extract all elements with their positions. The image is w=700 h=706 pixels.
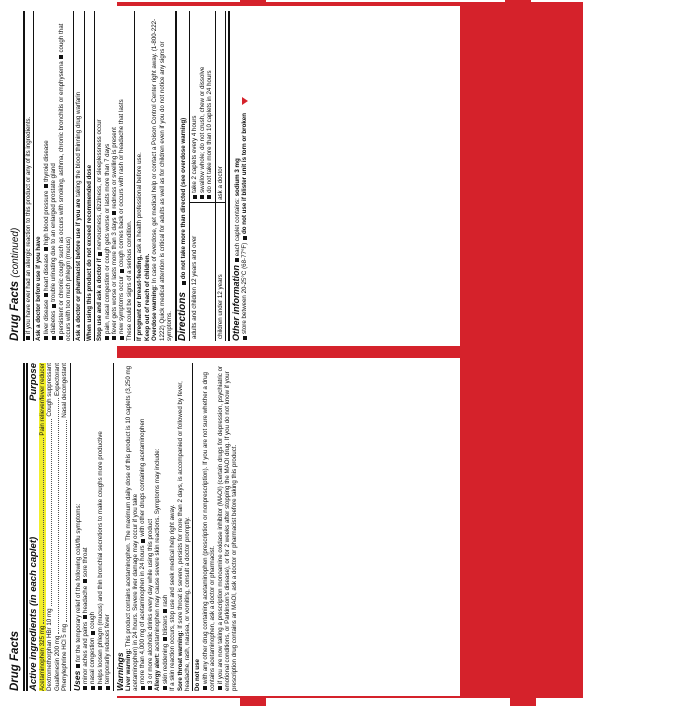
drug-facts-panel-1 <box>6 358 460 696</box>
ingredient-name: Dextromethorphan HBr 10 mg <box>46 608 54 691</box>
pregnancy-text: ask a health professional before use. <box>136 152 144 254</box>
active-ingredients-heading: Active ingredients (in each caplet) <box>28 536 39 691</box>
ingredient-row <box>39 363 46 691</box>
uses-line: helps loosen phlegm (mucus) and thin bronchial secretions to make coughs more productive <box>96 431 104 684</box>
warning-bullet: with other drugs containing acetaminophen <box>139 418 147 537</box>
stop-bullet: nervousness, dizziness, or sleeplessness occur <box>96 119 104 250</box>
condition: trouble urinating due to an enlarged prostate gland <box>50 163 58 302</box>
warnings-heading: Warnings <box>114 652 125 691</box>
liver-warning-text: This product contains acetaminophen. The maximum daily dose of this product is 10 caplets (3,250 mg acetaminophen) in 24 hours. Severe liver damage may occur if you take <box>124 365 140 691</box>
continued-label: (continued) <box>10 227 21 278</box>
directions-heading: Directions <box>177 292 189 341</box>
allergy-symptom: rash <box>161 594 169 607</box>
stop-bullet: fever gets worse or lasts more than 3 days <box>111 217 119 334</box>
triangle-marker-icon <box>242 97 248 105</box>
table-row <box>215 11 225 341</box>
liver-warning-label: Liver warning: <box>124 648 132 691</box>
symptom: headache <box>82 585 90 613</box>
other-info-heading: Other information <box>230 265 241 341</box>
overdose-label: Overdose warning: <box>151 284 159 341</box>
allergy-alert-text: acetaminophen may cause severe skin reactions. Symptoms may include: <box>154 448 162 652</box>
condition: liver disease <box>42 299 50 334</box>
dosing-bullet: swallow whole; do not crush, chew or dissolve <box>198 66 206 193</box>
dosing-cell <box>190 11 215 202</box>
warning-bullet: 3 or more alcoholic drinks every day while using this product <box>146 518 154 684</box>
ingredient-purpose: Nasal decongestant <box>61 363 69 418</box>
condition: thyroid disease <box>42 140 50 182</box>
stop-bullet: cough comes back or occurs with rash or headache that lasts <box>118 99 126 268</box>
allergic-line: if you have ever had an allergic reaction to this product or any of its ingredients. <box>25 116 32 334</box>
ingredient-purpose: Cough suppressant <box>46 363 54 417</box>
stop-bullet: pain, nasal congestion or cough gets worse or lasts more than 7 days <box>103 143 111 334</box>
frame-tab <box>505 0 531 10</box>
symptom: cough <box>89 611 97 629</box>
warning-bullet: more than 4,000 mg of acetaminophen in 24 hours <box>139 545 147 684</box>
sore-throat-label: Sore throat warning: <box>176 630 184 691</box>
panel-title: Drug Facts <box>9 363 25 691</box>
stop-bullet: redness or swelling is present <box>111 127 119 209</box>
other-info-bullet: each caplet contains: <box>233 198 241 257</box>
directions-header <box>175 11 190 341</box>
stop-after: These could be signs of a serious condition. <box>125 220 133 341</box>
table-row <box>190 11 215 341</box>
age-group: children under 12 years <box>215 202 225 341</box>
uses-heading: Uses <box>71 670 82 691</box>
other-information-section <box>228 11 249 341</box>
symptom: minor aches and pains <box>82 621 90 684</box>
drug-facts-panel-2 <box>6 6 460 346</box>
do-not-use-heading: Do not use <box>194 659 202 691</box>
dosing-bullet: take 2 caplets every 4 hours <box>191 115 199 193</box>
keep-out-of-reach: Keep out of reach of children. <box>143 253 151 341</box>
ingredient-row <box>54 363 61 691</box>
warfarin-label: Ask a doctor or pharmacist before use if you are <box>75 198 83 341</box>
purpose-heading: Purpose <box>28 363 39 402</box>
directions-table <box>190 11 226 341</box>
warnings-section <box>113 363 239 691</box>
allergy-alert-label: Allergy alert: <box>154 653 162 691</box>
condition: heart disease <box>42 253 50 291</box>
sore-throat-text: If sore throat is severe, persists for more than 2 days, is accompanied or followed by fever, headache, rash, nausea, or vomiting, consult a doctor promptly. <box>176 381 191 691</box>
panel-title-text: Drug Facts <box>9 280 21 341</box>
active-ingredients-header <box>26 363 39 691</box>
panel-title <box>9 11 25 341</box>
do-not-use-bullet: with any other drug containing acetaminophen (prescription or nonprescription). If you are not sure whether a drug contains acetaminophen, ask a doctor or pharmacist. <box>201 372 217 691</box>
condition: diabetes <box>50 310 58 334</box>
ask-doctor-heading: Ask a doctor before use if you have <box>35 236 43 341</box>
do-not-use-bullet: if you are now taking a prescription monoamine oxidase inhibitor (MAOI) (certain drugs for depression, psychiatric or emotional conditions, or Parkinson's disease), or for 2 weeks after stopping the MAOI drug. If you do not know if your prescription drug contains an MAOI, ask a doctor or pharmacist before taking this product. <box>216 365 239 691</box>
warfarin-text: taking the blood thinning drug warfarin <box>75 91 83 197</box>
ingredient-name: Guaifenesin 200 mg <box>53 635 61 691</box>
dosing-cell: ask a doctor <box>215 11 225 202</box>
stop-bullet: new symptoms occur <box>118 275 126 334</box>
other-info-bullet: do not use if blister unit is torn or broken <box>241 112 249 234</box>
ingredient-purpose: Pain reliever/fever reducer <box>39 363 46 436</box>
ingredient-row <box>61 363 68 691</box>
frame-tab <box>510 690 536 706</box>
uses-intro: for the temporary relief of the following cold/flu symptoms: <box>74 503 82 662</box>
allergy-after: If a skin reaction occurs, stop use and seek medical help right away. <box>169 504 177 691</box>
symptom: nasal congestion <box>89 637 97 684</box>
pregnancy-label: If pregnant or breast-feeding, <box>136 255 144 341</box>
other-info-bullet: store between 20-25°C (68-77°F) <box>241 242 249 334</box>
condition: cough that occurs with too much phlegm (mucus) <box>57 23 73 341</box>
uses-section <box>70 363 112 691</box>
sodium-value: sodium 3 mg <box>233 158 241 197</box>
ingredient-purpose: Expectorant <box>53 363 61 397</box>
age-group: adults and children 12 years and over <box>190 202 215 341</box>
ingredient-name: Phenylephrine HCl 5 mg <box>61 623 69 691</box>
when-using-label: When using this product do not exceed recommended dose <box>85 164 93 341</box>
condition: high blood pressure <box>42 190 50 245</box>
directions-sub: do not take more than directed (see overdose warning) <box>180 117 188 280</box>
stop-use-label: Stop use and ask a doctor if <box>96 258 104 341</box>
dosing-bullet: do not take more than 10 caplets in 24 hours <box>206 70 214 193</box>
ingredient-row <box>46 363 53 691</box>
overdose-text: In case of overdose, get medical help or contact a Poison Control Center right away. (1-800-222-1222) Quick medical attention is critical for adults as well as for children even if you do not notice any signs or symptoms. <box>151 18 173 341</box>
condition: persistent or chronic cough such as occurs with smoking, asthma, chronic bronchitis or emphysema <box>57 61 65 334</box>
symptom: sore throat <box>82 547 90 578</box>
allergy-symptom: blisters <box>161 615 169 636</box>
allergy-symptom: skin reddening <box>161 643 169 684</box>
uses-line: temporarily reduces fever <box>104 614 112 684</box>
ingredient-name: Acetaminophen 325 mg <box>39 625 46 691</box>
